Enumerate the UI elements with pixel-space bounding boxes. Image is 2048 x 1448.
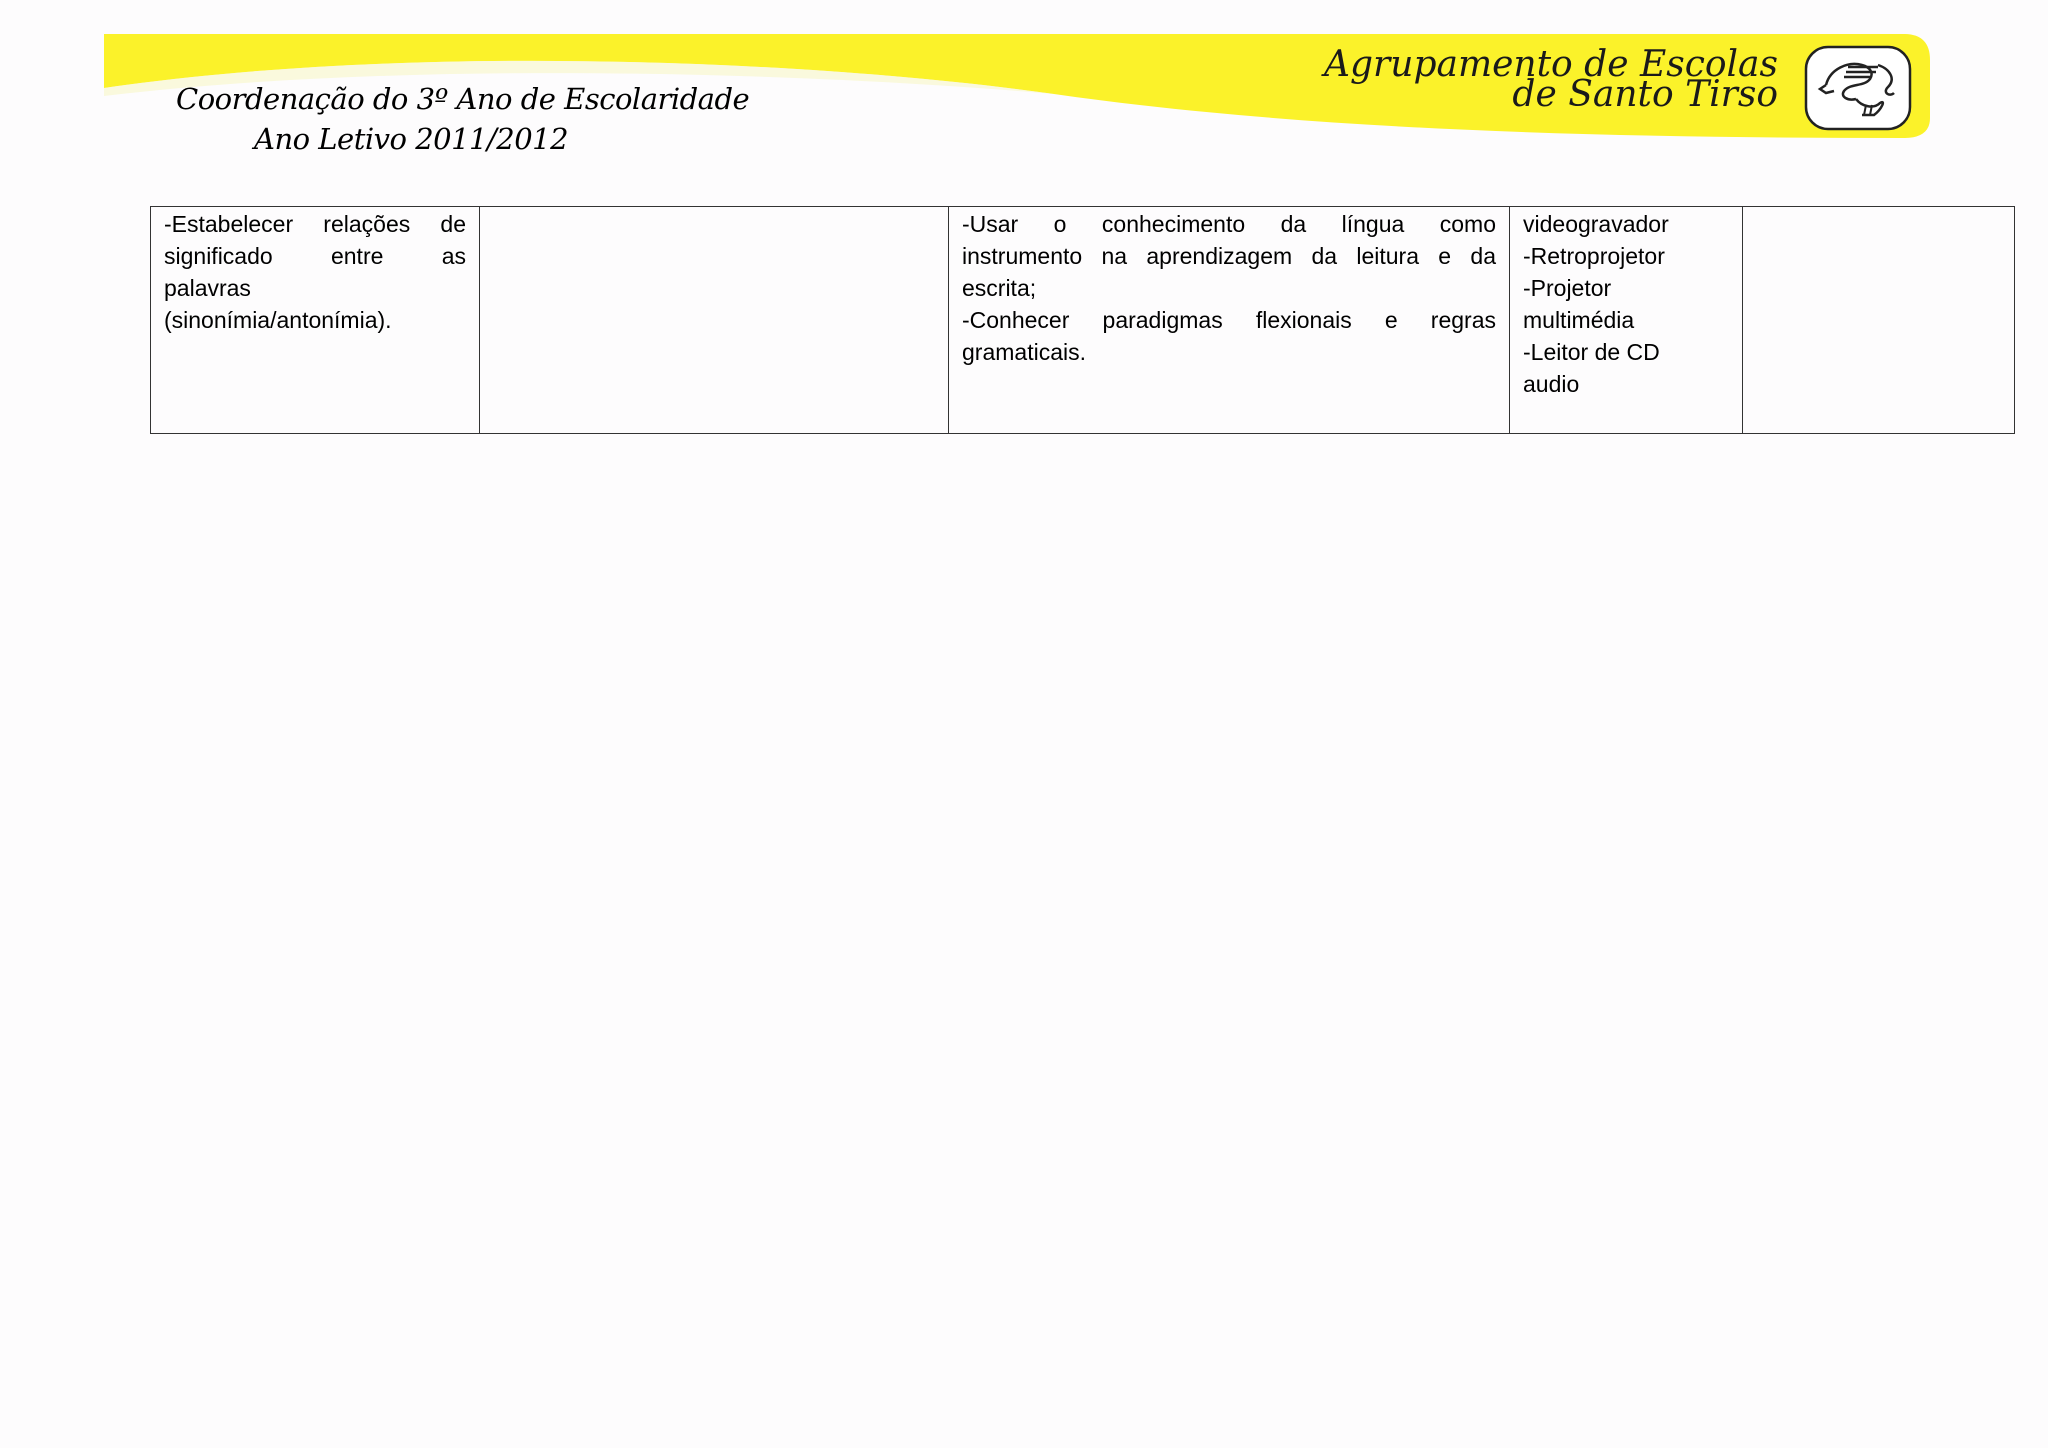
school-name-line1: Agrupamento de Escolas bbox=[1324, 44, 1778, 85]
cell-line: -Projetor bbox=[1523, 275, 1612, 301]
table-cell-empty bbox=[480, 207, 949, 434]
cell-line: -Retroprojetor bbox=[1523, 243, 1665, 269]
cell-line: -Estabelecer relações de bbox=[164, 211, 466, 237]
school-name-line2: de Santo Tirso bbox=[1512, 74, 1778, 115]
cell-line: palavras bbox=[164, 275, 251, 301]
cell-line: audio bbox=[1523, 371, 1580, 397]
table-cell-empty bbox=[1743, 207, 2015, 434]
cell-line: gramaticais. bbox=[962, 339, 1086, 365]
cell-line: -Usar o conhecimento da língua como bbox=[962, 211, 1496, 237]
cell-line: -Conhecer paradigmas flexionais e regras bbox=[962, 307, 1496, 333]
cell-line: videogravador bbox=[1523, 211, 1669, 237]
cell-line: significado entre as bbox=[164, 243, 466, 269]
cell-line: instrumento na aprendizagem da leitura e da bbox=[962, 243, 1496, 269]
cell-line: escrita; bbox=[962, 275, 1037, 301]
cell-line: -Leitor de CD bbox=[1523, 339, 1660, 365]
coordination-title: Coordenação do 3º Ano de Escolaridade bbox=[176, 82, 750, 116]
cell-line: multimédia bbox=[1523, 307, 1635, 333]
cell-line: (sinonímia/antonímia). bbox=[164, 307, 392, 333]
table-row bbox=[151, 207, 2015, 434]
school-name bbox=[1324, 44, 1778, 115]
school-year: Ano Letivo 2011/2012 bbox=[254, 122, 569, 156]
table-cell-resources bbox=[1510, 207, 1743, 434]
lion-emblem-icon bbox=[1804, 45, 1912, 131]
content-table bbox=[150, 206, 2015, 434]
table-cell-objectives bbox=[151, 207, 480, 434]
table-cell-strategies bbox=[949, 207, 1510, 434]
